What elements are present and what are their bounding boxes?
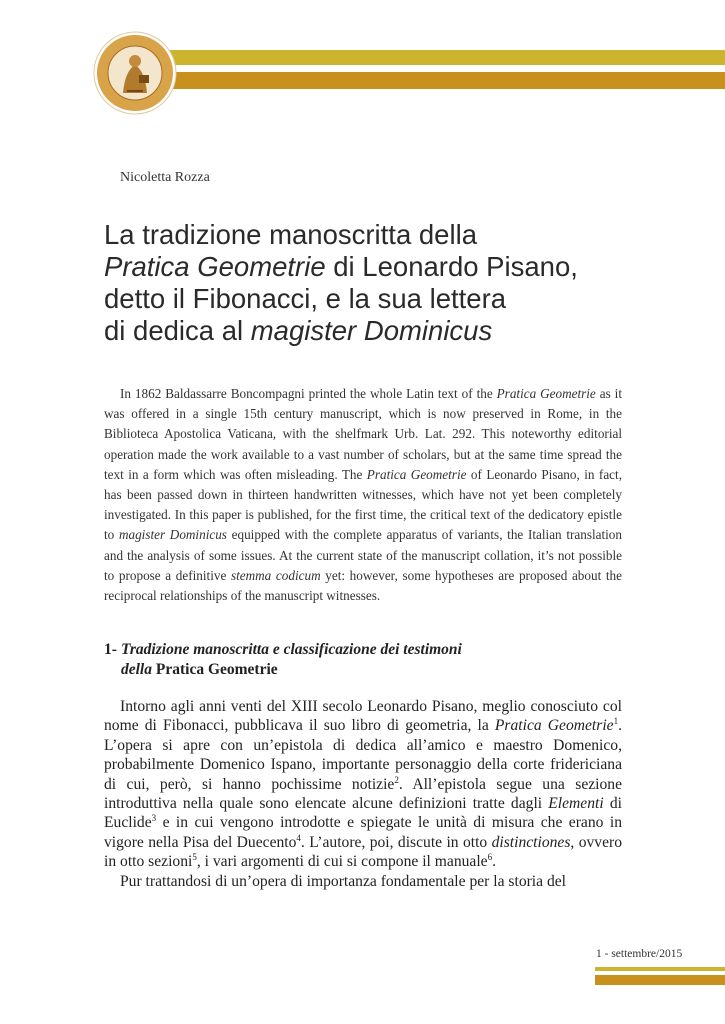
- section-title-line-1: Tradizione manoscritta e classificazione dei testimoni: [121, 641, 462, 658]
- paragraph: Pur trattandosi di un’opera di importanza fondamentale per la storia del: [120, 872, 567, 890]
- body-text-span: . L’opera si apre con un’epistola di dedica all’amico e maestro Domenico, probabilmente Domenico Ispano, importante personaggio della corte fridericiana di cui, però, si hanno pochissime notizie: [104, 717, 622, 793]
- author-name: Nicoletta Rozza: [120, 170, 210, 185]
- title-line-3: detto il Fibonacci, e la sua lettera: [104, 283, 507, 314]
- header-band-gold: [150, 50, 725, 65]
- body-text-span: di Euclide: [104, 795, 622, 832]
- title-line-1: La tradizione manoscritta della: [104, 219, 477, 250]
- title-line-2: di Leonardo Pisano,: [325, 251, 578, 282]
- footnote-ref[interactable]: 2: [394, 774, 399, 785]
- title-line-4: di dedica al: [104, 315, 251, 346]
- footnote-ref[interactable]: 6: [487, 852, 493, 863]
- body-italic: Pratica Geometrie: [494, 717, 614, 735]
- footnote-ref[interactable]: 4: [296, 832, 301, 843]
- spolia-seal-logo: [93, 31, 177, 115]
- abstract-italic: Pratica Geometrie: [496, 386, 596, 401]
- page-footer: 1 - settembre/2015: [596, 948, 683, 960]
- header-band-ochre: [150, 72, 725, 89]
- section-title-work: Pratica Geometrie: [152, 661, 278, 678]
- title-italic-dedicatee: magister Dominicus: [250, 315, 493, 346]
- abstract-text: of Leonardo Pisano, in fact, has been passed down in thirteen handwritten witnesses, which have not yet been completely investigated. In this paper is published, for the first time, the critical text of the dedicatory epistle to: [104, 466, 622, 543]
- footnote-ref[interactable]: 3: [151, 813, 157, 824]
- title-italic-work: Pratica Geometrie: [104, 251, 326, 282]
- body-text-span: e in cui vengono introdotte e spiegate le unità di misura che erano in vigore nella Pisa del Duecento: [104, 814, 622, 851]
- abstract-italic: Pratica Geometrie: [366, 466, 467, 482]
- footer-band-gold: [595, 967, 725, 971]
- footer-band-ochre: [595, 975, 725, 985]
- article-title: [104, 219, 664, 347]
- abstract-text: as it was offered in a single 15th century manuscript, which is now preserved in Rome, in the Biblioteca Apostolica Vaticana, with the shelfmark Urb. Lat. 292. This noteworthy editorial operation made the work available to a vast number of scholars, but at the same time spread the text in a form which was often misleading. The: [104, 386, 622, 482]
- abstract: [104, 384, 622, 606]
- abstract-text: equipped with the complete apparatus of variants, the Italian translation and the analysis of some issues. At the current state of the manuscript collation, it’s not possible to propose a definitive: [104, 527, 622, 583]
- abstract-italic: magister Dominicus: [118, 527, 227, 543]
- section-heading: [104, 640, 624, 680]
- body-text-span: . All’epistola segue una sezione introduttiva nella quale sono elencate alcune definizioni tratte dagli: [104, 775, 623, 813]
- paragraph: [104, 697, 622, 872]
- abstract-text: yet: however, some hypotheses are proposed about the reciprocal relationships of the manuscript witnesses.: [104, 567, 623, 604]
- body-italic: distinctiones: [491, 833, 571, 851]
- body-text-span: , ovvero in otto sezioni: [104, 833, 622, 871]
- section-number: 1-: [104, 641, 117, 658]
- abstract-text: In 1862 Baldassarre Boncompagni printed the whole Latin text of the: [120, 386, 497, 401]
- body-text: [104, 697, 622, 891]
- abstract-italic: stemma codicum: [230, 567, 321, 583]
- section-title-line-2: della: [121, 661, 152, 678]
- body-italic: Elementi: [548, 795, 604, 813]
- body-text-span: , i vari argomenti di cui si compone il manuale: [196, 853, 488, 871]
- body-text-span: .: [492, 853, 496, 871]
- footnote-ref[interactable]: 1: [613, 716, 619, 727]
- footnote-ref[interactable]: 5: [192, 852, 197, 863]
- body-text-span: . L’autore, poi, discute in otto: [300, 833, 492, 851]
- body-text-span: Intorno agli anni venti del XIII secolo Leonardo Pisano, meglio conosciuto col nome di Fibonacci, pubblicava il suo libro di geometria, la: [104, 698, 622, 735]
